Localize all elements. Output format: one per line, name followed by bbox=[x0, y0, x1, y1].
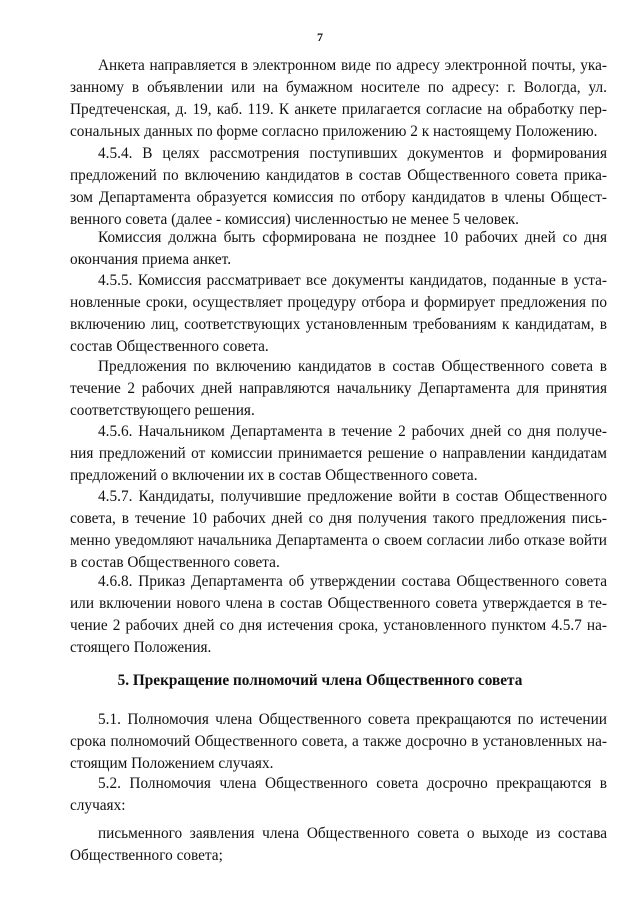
paragraph-line: Анкета направляется в электронном виде по адресу электронной почты, ука- bbox=[98, 57, 607, 74]
paragraph-5-1 bbox=[70, 709, 607, 775]
paragraph-line: течение 2 рабочих дней направляются начальнику Департамента для принятия bbox=[70, 380, 607, 397]
paragraph-line: письменного заявления члена Общественного совета о выходе из состава bbox=[98, 825, 607, 842]
paragraph-written-application bbox=[70, 823, 607, 867]
paragraph-line: сональных данных по форме согласно приложению 2 к настоящему Положению. bbox=[70, 123, 598, 140]
paragraph-line: совета, в течение 10 рабочих дней со дня получения такого предложения пись- bbox=[70, 510, 607, 527]
paragraph-line: или включении нового члена в состав Общественного совета утверждается в те- bbox=[70, 595, 607, 612]
paragraph-4-5-7 bbox=[70, 486, 607, 574]
paragraph-line: новленные сроки, осуществляет процедуру отбора и формирует предложения по bbox=[70, 294, 607, 311]
paragraph-line: 4.6.8. Приказ Департамента об утверждении состава Общественного совета bbox=[98, 573, 607, 590]
paragraph-line: состав Общественного совета. bbox=[70, 338, 269, 355]
paragraph-line: 4.5.7. Кандидаты, получившие предложение войти в состав Общественного bbox=[98, 488, 607, 505]
paragraph-line: предложений по включению кандидатов в состав Общественного совета прика- bbox=[70, 167, 607, 184]
paragraph-line: 5.1. Полномочия члена Общественного совета прекращаются по истечении bbox=[98, 711, 607, 728]
section-heading: 5. Прекращение полномочий члена Общественного совета bbox=[117, 672, 523, 689]
paragraph-5-2 bbox=[70, 773, 607, 817]
paragraph-line: в состав Общественного совета. bbox=[70, 554, 280, 571]
paragraph-line: соответствующего решения. bbox=[70, 402, 255, 419]
paragraph-4-5-5 bbox=[70, 270, 607, 358]
paragraph-line: занному в объявлении или на бумажном носителе по адресу: г. Вологда, ул. bbox=[70, 79, 607, 96]
paragraph-line: стоящим Положением случаях. bbox=[70, 755, 274, 772]
paragraph-line: зом Департамента образуется комиссия по отбору кандидатов в члены Общест- bbox=[70, 189, 607, 206]
paragraph-line: случаях: bbox=[70, 797, 126, 814]
paragraph-line: чение 2 рабочих дней со дня истечения срока, установленного пунктом 4.5.7 на- bbox=[70, 617, 607, 634]
paragraph-line: 4.5.5. Комиссия рассматривает все документы кандидатов, поданные в уста- bbox=[98, 272, 607, 289]
paragraph-line: 5.2. Полномочия члена Общественного совета досрочно прекращаются в bbox=[98, 775, 607, 792]
paragraph-line: окончания приема анкет. bbox=[70, 251, 232, 268]
paragraph-line: Предтеченская, д. 19, каб. 119. К анкете прилагается согласие на обработку пер- bbox=[70, 101, 607, 118]
paragraph-line: менно уведомляют начальника Департамента о своем согласии либо отказе войти bbox=[70, 532, 607, 549]
paragraph-line: Предложения по включению кандидатов в состав Общественного совета в bbox=[98, 358, 607, 375]
paragraph-questionnaire-submission bbox=[70, 55, 607, 143]
paragraph-line: Общественного совета; bbox=[70, 847, 223, 864]
paragraph-proposals bbox=[70, 356, 607, 422]
paragraph-line: 4.5.6. Начальником Департамента в течение 2 рабочих дней со дня получе- bbox=[98, 423, 607, 440]
paragraph-4-5-4 bbox=[70, 143, 607, 231]
paragraph-commission-deadline bbox=[70, 227, 607, 271]
paragraph-line: срока полномочий Общественного совета, а также досрочно в установленных на- bbox=[70, 733, 607, 750]
paragraph-line: предложений о включении их в состав Общественного совета. bbox=[70, 467, 478, 484]
paragraph-4-5-6 bbox=[70, 421, 607, 487]
paragraph-line: венного совета (далее - комиссия) численностью не менее 5 человек. bbox=[70, 211, 519, 228]
paragraph-line: стоящего Положения. bbox=[70, 639, 212, 656]
page-number: 7 bbox=[317, 30, 323, 44]
paragraph-4-6-8 bbox=[70, 571, 607, 659]
paragraph-line: Комиссия должна быть сформирована не позднее 10 рабочих дней со дня bbox=[98, 229, 607, 246]
paragraph-line: 4.5.4. В целях рассмотрения поступивших документов и формирования bbox=[98, 145, 607, 162]
paragraph-line: ния предложений от комиссии принимается решение о направлении кандидатам bbox=[70, 445, 607, 462]
paragraph-line: включению лиц, соответствующих установленным требованиям к кандидатам, в bbox=[70, 316, 607, 333]
